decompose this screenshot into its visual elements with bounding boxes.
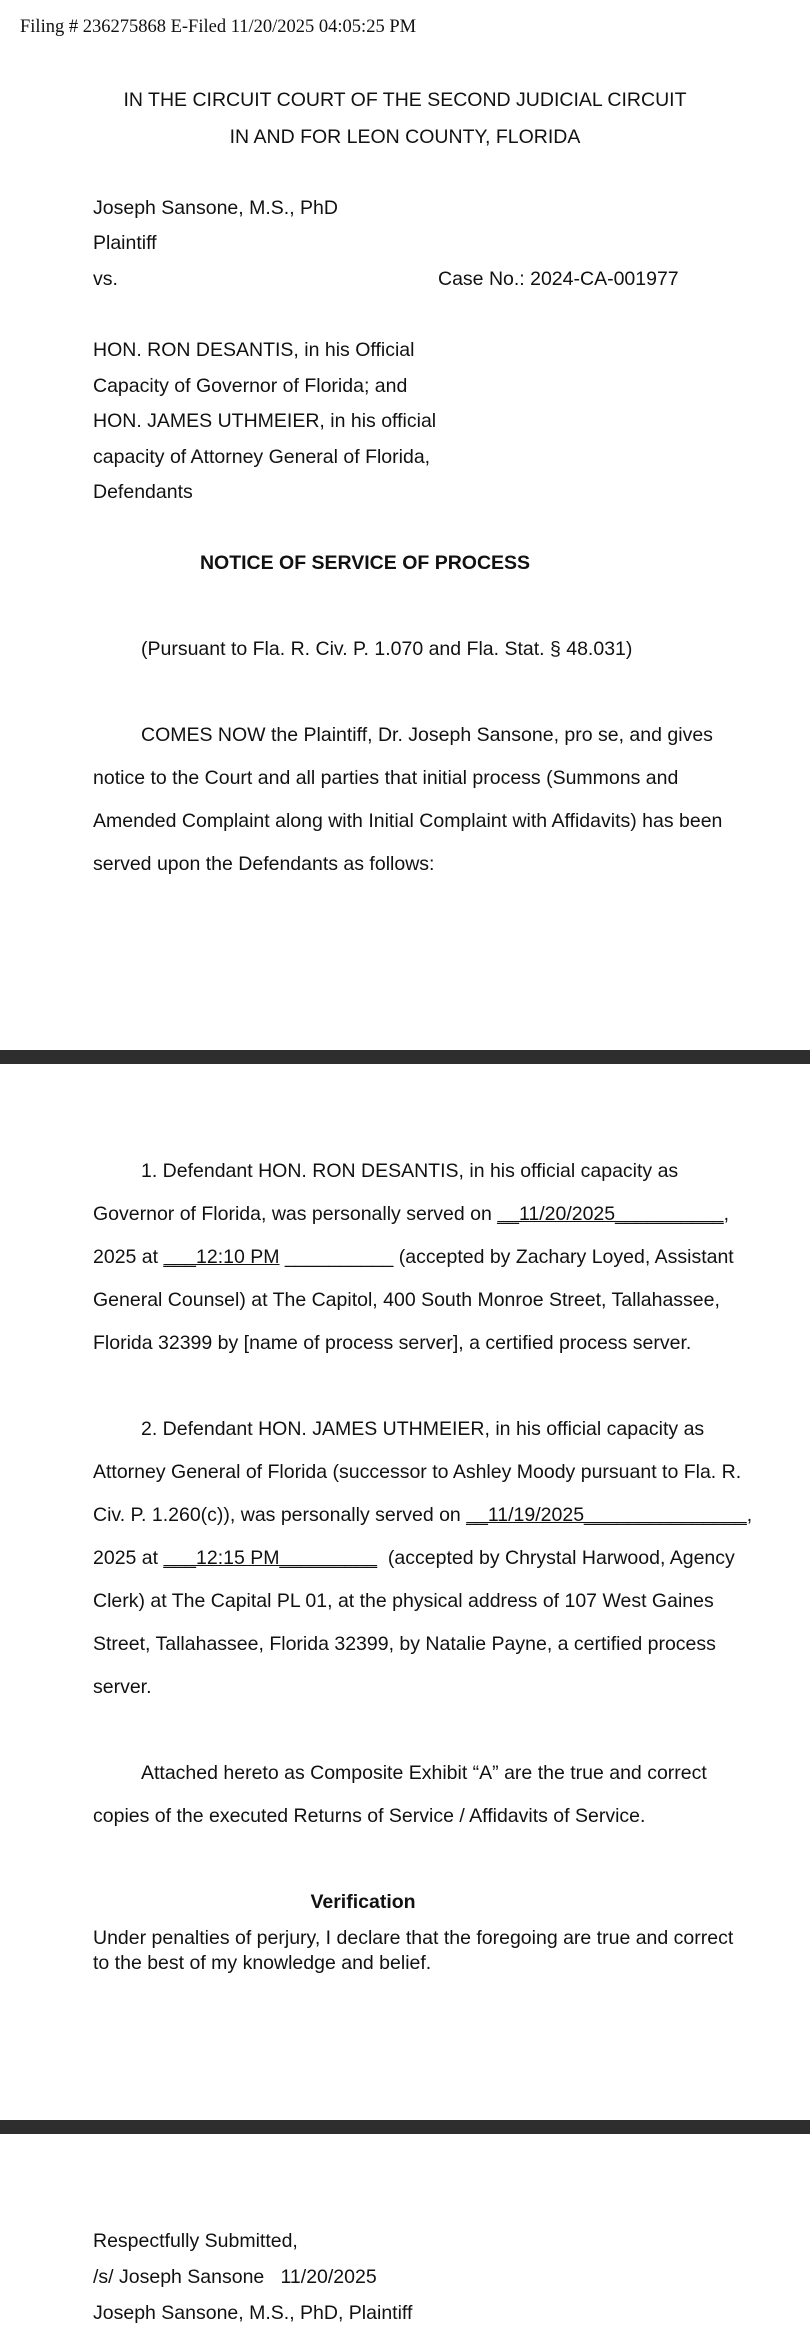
plaintiff-name: Joseph Sansone, M.S., PhD: [93, 197, 338, 219]
defendants-line: capacity of Attorney General of Florida,: [93, 446, 431, 468]
verification-text: Under penalties of perjury, I declare that the foregoing are true and correct: [93, 1927, 734, 1949]
served-time-1: ___12:10 PM: [163, 1246, 280, 1268]
closing-salutation: Respectfully Submitted,: [93, 2230, 298, 2252]
court-name-line-1: IN THE CIRCUIT COURT OF THE SECOND JUDICIAL CIRCUIT: [123, 89, 687, 111]
pursuant-line: (Pursuant to Fla. R. Civ. P. 1.070 and Fla. Stat. § 48.031): [141, 638, 633, 660]
service-item-2-line: Street, Tallahassee, Florida 32399, by Natalie Payne, a certified process: [93, 1633, 716, 1655]
page-3: [0, 2134, 810, 2330]
verification-heading: Verification: [310, 1891, 416, 1913]
page-separator: [0, 1050, 810, 1064]
service-item-2-line: Attorney General of Florida (successor to Ashley Moody pursuant to Fla. R.: [93, 1461, 742, 1483]
service-item-1-line: 2025 at ___12:10 PM __________ (accepted by Zachary Loyed, Assistant: [93, 1246, 734, 1268]
defendants-line: Capacity of Governor of Florida; and: [93, 375, 408, 397]
electronic-signature: /s/ Joseph Sansone 11/20/2025: [93, 2266, 377, 2288]
service-item-1-line: 1. Defendant HON. RON DESANTIS, in his official capacity as: [141, 1160, 679, 1182]
service-item-2-line: server.: [93, 1676, 152, 1698]
versus-label: vs.: [93, 268, 118, 290]
service-item-2-line: 2025 at ___12:15 PM_________ (accepted by Chrystal Harwood, Agency: [93, 1547, 735, 1569]
case-number: Case No.: 2024-CA-001977: [438, 268, 679, 290]
service-item-1-line: General Counsel) at The Capitol, 400 South Monroe Street, Tallahassee,: [93, 1289, 720, 1311]
served-date-2: __11/19/2025_______________: [466, 1504, 747, 1526]
court-name-line-2: IN AND FOR LEON COUNTY, FLORIDA: [229, 126, 581, 148]
plaintiff-label: Plaintiff: [93, 232, 157, 254]
service-item-2-line: Civ. P. 1.260(c)), was personally served on __11/19/2025_______________,: [93, 1504, 753, 1526]
page-1: [0, 0, 810, 1050]
service-item-2-line: 2. Defendant HON. JAMES UTHMEIER, in his official capacity as: [141, 1418, 705, 1440]
defendants-label: Defendants: [93, 481, 193, 503]
service-item-2-line: Clerk) at The Capital PL 01, at the physical address of 107 West Gaines: [93, 1590, 714, 1612]
intro-paragraph-line: served upon the Defendants as follows:: [93, 853, 435, 875]
attached-paragraph-line: copies of the executed Returns of Service / Affidavits of Service.: [93, 1805, 646, 1827]
document-title: NOTICE OF SERVICE OF PROCESS: [199, 552, 531, 574]
attached-paragraph-line: Attached hereto as Composite Exhibit “A” are the true and correct: [141, 1762, 707, 1784]
defendants-line: HON. RON DESANTIS, in his Official: [93, 339, 415, 361]
filing-stamp: Filing # 236275868 E-Filed 11/20/2025 04:05:25 PM: [20, 17, 417, 37]
served-date-1: __11/20/2025__________: [497, 1203, 724, 1225]
intro-paragraph-line: COMES NOW the Plaintiff, Dr. Joseph Sansone, pro se, and gives: [141, 724, 713, 746]
page-2: [0, 1064, 810, 2120]
service-item-1-line: Governor of Florida, was personally served on __11/20/2025__________,: [93, 1203, 729, 1225]
served-time-2: ___12:15 PM_________: [163, 1547, 378, 1569]
signer-name: Joseph Sansone, M.S., PhD, Plaintiff: [93, 2302, 413, 2324]
intro-paragraph-line: Amended Complaint along with Initial Complaint with Affidavits) has been: [93, 810, 723, 832]
verification-text: to the best of my knowledge and belief.: [93, 1952, 432, 1974]
service-item-1-line: Florida 32399 by [name of process server], a certified process server.: [93, 1332, 692, 1354]
intro-paragraph-line: notice to the Court and all parties that initial process (Summons and: [93, 767, 679, 789]
page-separator: [0, 2120, 810, 2134]
defendants-line: HON. JAMES UTHMEIER, in his official: [93, 410, 437, 432]
